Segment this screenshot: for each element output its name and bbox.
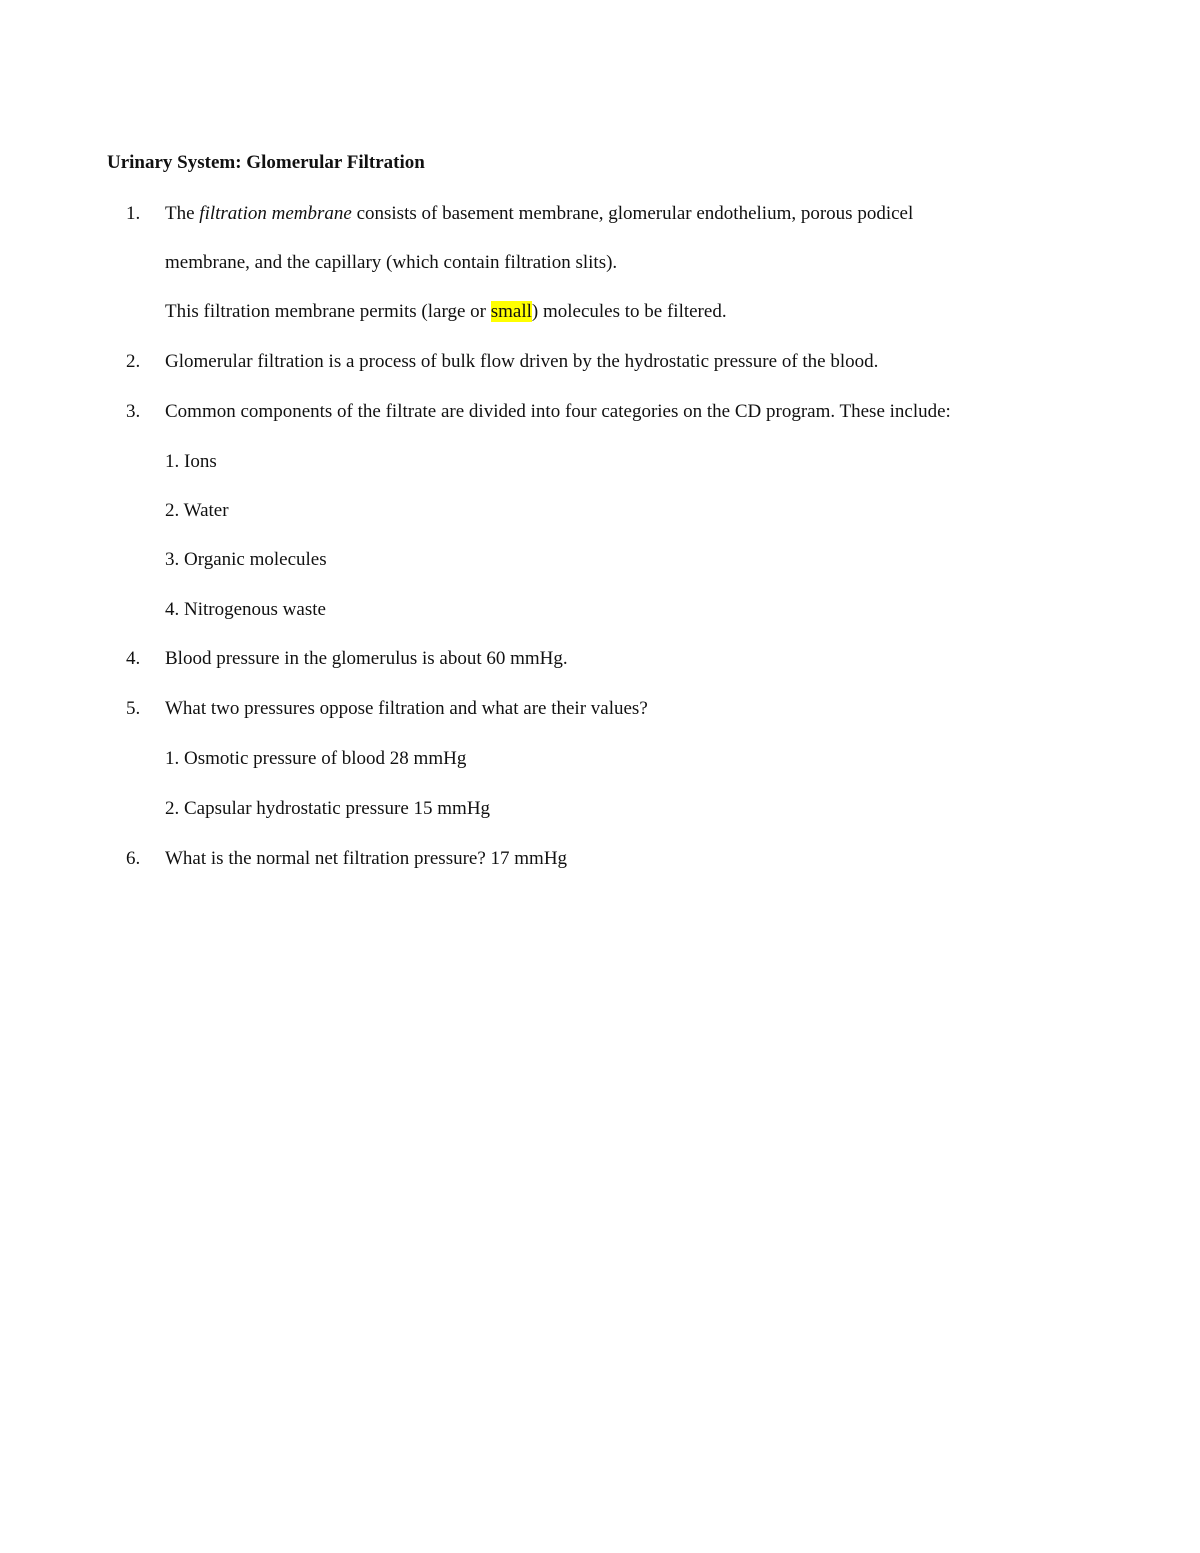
sub-item: 2. Water xyxy=(165,500,229,521)
sub-item: 2. Capsular hydrostatic pressure 15 mmHg xyxy=(165,798,491,819)
sub-item: 1. Ions xyxy=(165,451,217,472)
item-number: 3. xyxy=(126,401,141,422)
item-number: 4. xyxy=(126,648,141,669)
item-4-text: Blood pressure in the glomerulus is about 60 mmHg. xyxy=(165,648,568,669)
sub-item: 4. Nitrogenous waste xyxy=(165,599,326,620)
item-1-text-suffix: consists of basement membrane, glomerular endothelium, porous podicel xyxy=(351,203,914,224)
item-5-text: What two pressures oppose filtration and what are their values? xyxy=(165,698,648,719)
item-number: 5. xyxy=(126,698,141,719)
item-1-line-1 xyxy=(165,203,913,225)
item-number: 6. xyxy=(126,848,141,869)
item-3-text: Common components of the filtrate are divided into four categories on the CD program. These include: xyxy=(165,401,951,422)
item-1-line-3 xyxy=(165,301,727,323)
item-number: 2. xyxy=(126,351,141,372)
sub-item: 3. Organic molecules xyxy=(165,549,327,570)
item-2-text: Glomerular filtration is a process of bulk flow driven by the hydrostatic pressure of the blood. xyxy=(165,351,879,372)
item-1-line-2: membrane, and the capillary (which contain filtration slits). xyxy=(165,252,618,273)
item-6-text: What is the normal net filtration pressure? 17 mmHg xyxy=(165,848,568,869)
item-1-text-prefix: The xyxy=(165,203,200,224)
item-1-line-3-suffix: ) molecules to be filtered. xyxy=(531,301,727,322)
item-1-italic-term: filtration membrane xyxy=(199,203,352,224)
item-1-line-3-prefix: This filtration membrane permits (large or xyxy=(165,301,491,322)
highlighted-answer: small xyxy=(490,301,532,322)
sub-item: 1. Osmotic pressure of blood 28 mmHg xyxy=(165,748,467,769)
document-title: Urinary System: Glomerular Filtration xyxy=(107,152,425,173)
item-number: 1. xyxy=(126,203,141,224)
